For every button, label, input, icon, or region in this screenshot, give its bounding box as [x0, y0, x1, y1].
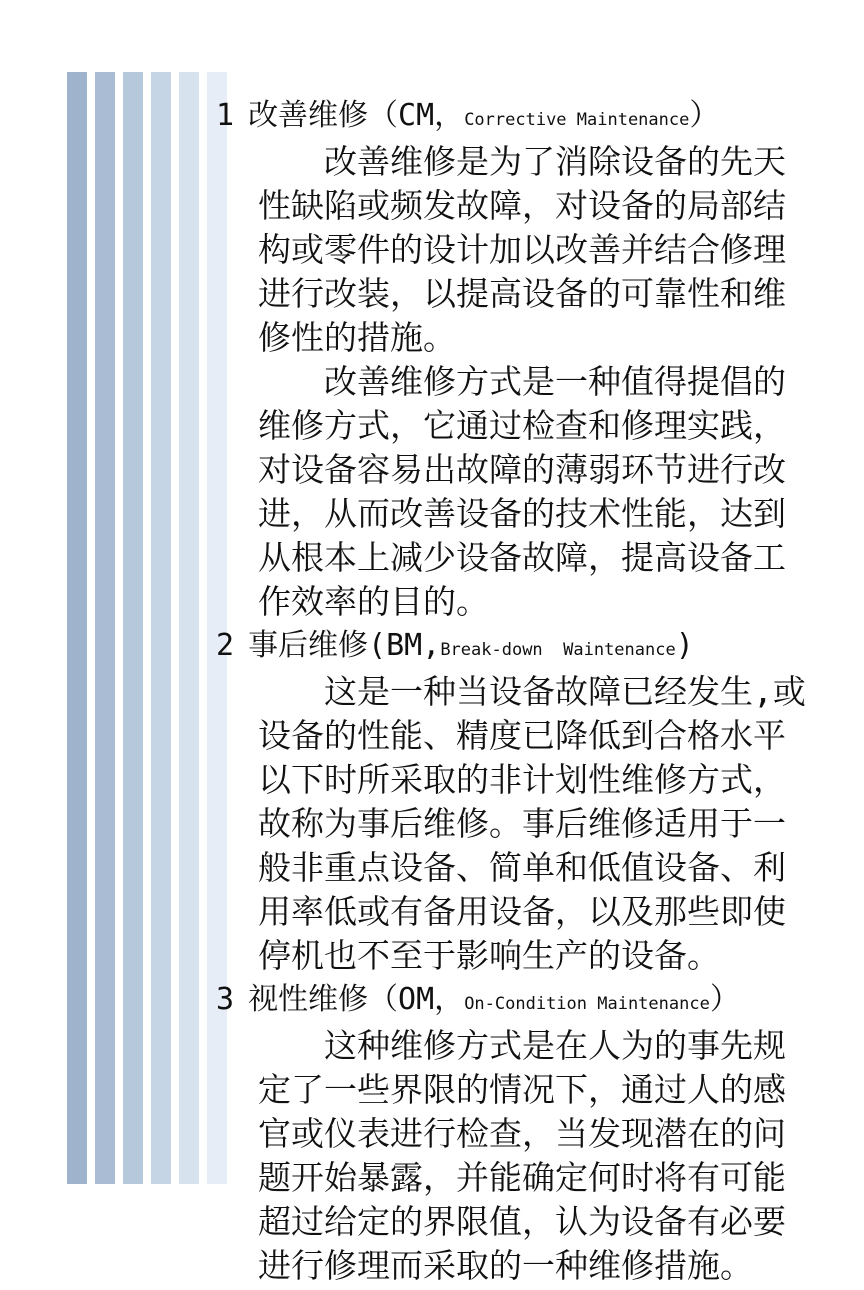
section-title: 改善维修（CM， — [248, 98, 465, 133]
paragraph: 这种维修方式是在人为的事先规定了一些界限的情况下，通过人的感官或仪表进行检查，当发现潜在的问题开始暴露，并能确定何时将有可能超过给定的界限值，认为设备有必要进行修理而采取的一种维修措施。 — [258, 1026, 786, 1285]
section-number: 1 — [216, 98, 235, 133]
section-title-close: ） — [689, 98, 720, 133]
document-body — [216, 96, 816, 1290]
section-title: 事后维修(BM, — [248, 628, 441, 663]
paragraph: 改善维修是为了消除设备的先天性缺陷或频发故障，对设备的局部结构或零件的设计加以改善并结合修理进行改装，以提高设备的可靠性和维修性的措施。 — [258, 142, 786, 357]
section-heading — [216, 980, 816, 1024]
section-title: 视性维修（OM， — [248, 982, 465, 1017]
stripe-bar — [67, 72, 87, 1184]
section-title-english: Break-down Waintenance — [440, 640, 676, 660]
section-number: 3 — [216, 982, 235, 1017]
section-title-english: Corrective Maintenance — [464, 110, 690, 130]
section-breakdown-maintenance — [216, 626, 816, 978]
stripe-bar — [123, 72, 143, 1184]
stripe-bar — [179, 72, 199, 1184]
section-heading — [216, 626, 816, 670]
section-title-english: On-Condition Maintenance — [464, 994, 710, 1014]
section-heading — [216, 96, 816, 140]
section-condition-maintenance — [216, 980, 816, 1288]
section-corrective-maintenance — [216, 96, 816, 624]
stripe-bar — [95, 72, 115, 1184]
section-title-close: ) — [675, 628, 694, 663]
paragraph: 这是一种当设备故障已经发生,或设备的性能、精度已降低到合格水平以下时所采取的非计划性维修方式，故称为事后维修。事后维修适用于一般非重点设备、简单和低值设备、利用率低或有备用设备，以及那些即使停机也不至于影响生产的设备。 — [258, 672, 806, 975]
section-title-close: ） — [709, 982, 740, 1017]
section-number: 2 — [216, 628, 235, 663]
stripe-bar — [151, 72, 171, 1184]
paragraph: 改善维修方式是一种值得提倡的维修方式，它通过检查和修理实践，对设备容易出故障的薄弱环节进行改进，从而改善设备的技术性能，达到从根本上减少设备故障，提高设备工作效率的目的。 — [258, 362, 786, 621]
